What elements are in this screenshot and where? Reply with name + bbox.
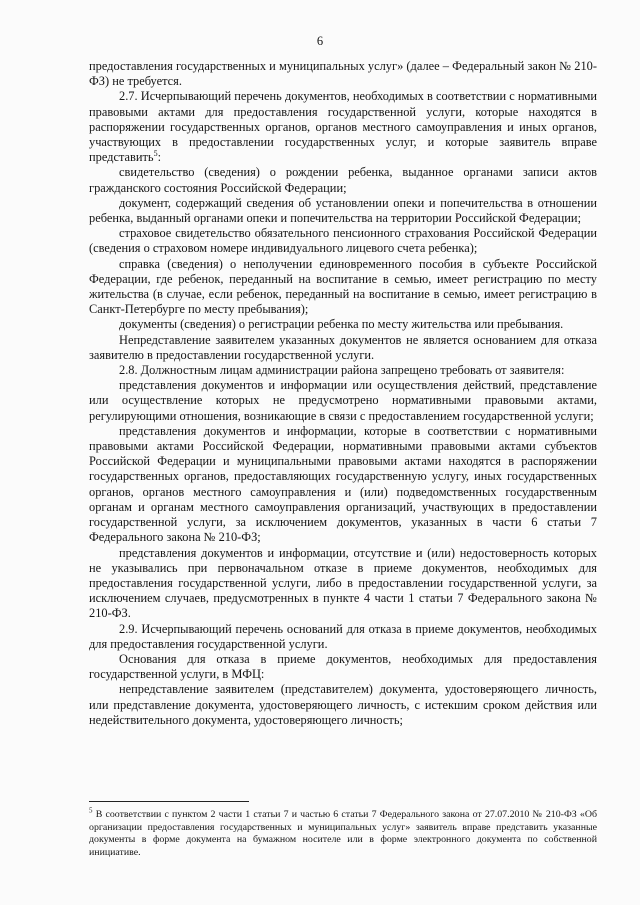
- list-item-registration-documents: документы (сведения) о регистрации ребенка по месту жительства или пребывания.: [119, 317, 564, 332]
- footnote: [89, 806, 597, 859]
- list-item-pension-insurance: страховое свидетельство обязательного пенсионного страхования Российской Федерации (сведения о страховом номере индивидуального лицевого счета ребенка);: [89, 226, 597, 256]
- footnote-divider: [89, 801, 249, 802]
- paragraph-non-submission: Непредставление заявителем указанных документов не является основанием для отказа заявителю в предоставлении государственной услуги.: [89, 332, 597, 362]
- prohibition-item-3: представления документов и информации, отсутствие и (или) недостоверность которых не указывались при первоначальном отказе в приеме документов, необходимых для предоставления государственной услуги, либо в предоставлении государственной услуги, за исключением случаев, предусмотренных в пункте 4 части 1 статьи 7 Федерального закона № 210-ФЗ.: [89, 545, 597, 621]
- section-2-9-heading: 2.9. Исчерпывающий перечень оснований для отказа в приеме документов, необходимых для предоставления государственной услуги.: [89, 621, 597, 651]
- refusal-ground-item-1: непредставление заявителем (представителем) документа, удостоверяющего личность, или представление документа, удостоверяющего личность, с истекшим сроком действия или недействительного документа, удостоверяющего личность;: [89, 682, 597, 727]
- footnote-text: В соответствии с пунктом 2 части 1 статьи 7 и частью 6 статьи 7 Федерального закона от 27.07.2010 № 210-ФЗ «Об организации предоставления государственных и муниципальных услуг» заявитель вправе представить указанные документы в форме документа на бумажном носителе или в форме электронного документа по собственной инициативе.: [89, 809, 597, 858]
- footnote-ref: 5: [153, 149, 158, 159]
- footnote-marker: 5: [89, 806, 93, 815]
- paragraph-continuation: предоставления государственных и муниципальных услуг» (далее – Федеральный закон № 210-ФЗ) не требуется.: [89, 59, 597, 89]
- section-2-8-heading: 2.8. Должностным лицам администрации района запрещено требовать от заявителя:: [119, 363, 565, 378]
- list-item-birth-certificate: свидетельство (сведения) о рождении ребенка, выданное органами записи актов гражданского состояния Российской Федерации;: [89, 165, 597, 195]
- prohibition-item-1: представления документов и информации или осуществления действий, представление или осуществление которых не предусмотрено нормативными правовыми актами, регулирующими отношения, возникающие в связи с предоставлением государственной услуги;: [89, 378, 597, 423]
- list-item-benefit-certificate: справка (сведения) о неполучении единовременного пособия в субъекте Российской Федерации, где ребенок, переданный на воспитание в семью, имеет регистрацию по месту жительства (в случае, если ребенок, переданный на воспитание в семью, имеет регистрацию в Санкт-Петербурге по месту пребывания);: [89, 256, 597, 317]
- prohibition-item-2: представления документов и информации, которые в соответствии с нормативными правовыми актами Российской Федерации, нормативными правовыми актами субъектов Российской Федерации и муниципальными правовыми актами находятся в распоряжении государственных органов, предоставляющих государственную услугу, иных государственных органов, органов местного самоуправления и (или) подведомственных государственным органам и органам местного самоуправления организаций, участвующих в предоставлении государственной услуги, за исключением документов, указанных в части 6 статьи 7 Федерального закона № 210-ФЗ;: [89, 423, 597, 545]
- paragraph-refusal-grounds: Основания для отказа в приеме документов, необходимых для предоставления государственной услуги, в МФЦ:: [89, 651, 597, 682]
- document-body: [89, 59, 597, 728]
- section-2-7-heading: 2.7. Исчерпывающий перечень документов, необходимых в соответствии с нормативными правовыми актами для предоставления государственной услуги, которые находятся в распоряжении государственных органов, органов местного самоуправления и иных органов, участвующих в предоставлении государственных услуг, и которые заявитель вправе представить$^5$:: [89, 89, 597, 165]
- list-item-guardianship-document: документ, содержащий сведения об установлении опеки и попечительства в отношении ребенка, выданный органами опеки и попечительства на территории Российской Федерации;: [89, 195, 597, 226]
- page-number: 6: [316, 34, 324, 48]
